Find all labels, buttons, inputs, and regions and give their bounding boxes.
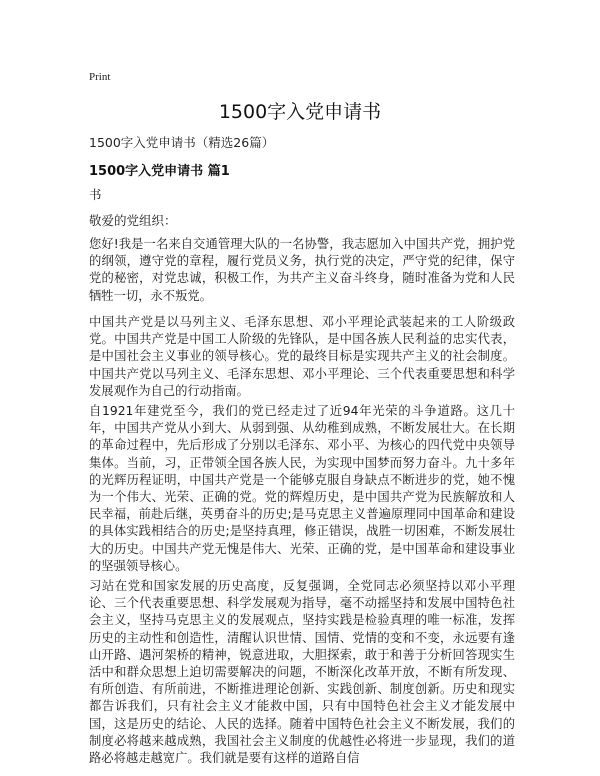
page-title: 1500字入党申请书 (218, 101, 382, 123)
section-heading: 1500字入党申请书 篇1 (89, 164, 230, 179)
paragraph-3: 自1921年建党至今，我们的党已经走过了近94年光荣的斗争道路。这几十年，中国共产党从小到大、从弱到强、从幼稚到成熟，不断发展壮大。在长期的革命过程中，先后形成了分别以毛泽东、邓小平、为核心的四代党中央领导集体。当前，习，正带领全国各族人民，为实现中国梦而努力奋斗。九十多年的光辉历程证明，中国共产党是一个能够克服自身缺点不断进步的党，她不愧为一个伟大、光荣、正确的党。党的辉煌历史，是中国共产党为民族解放和人民幸福，前赴后继，英勇奋斗的历史;是马克思主义普遍原理同中国革命和建设的具体实践相结合的历史;是坚持真理，修正错误，战胜一切困难，不断发展壮大的历史。中国共产党无愧是伟大、光荣、正确的党，是中国革命和建设事业的坚强领导核心。 (89, 404, 515, 573)
document-subtitle: 1500字入党申请书（精选26篇） (89, 135, 275, 150)
doc-word: 书 (89, 187, 102, 202)
salutation: 敬爱的党组织： (89, 213, 177, 228)
paragraph-1: 您好!我是一名来自交通管理大队的一名协警，我志愿加入中国共产党，拥护党的纲领，遵守党的章程，履行党员义务，执行党的决定，严守党的纪律，保守党的秘密，对党忠诚，积极工作，为共产主义奋斗终身，随时准备为党和人民牺牲一切，永不叛党。 (89, 237, 515, 303)
paragraph-4: 习站在党和国家发展的历史高度，反复强调，全党同志必须坚持以邓小平理论、三个代表重要思想、科学发展观为指导，毫不动摇坚持和发展中国特色社会主义，坚持马克思主义的发展观点，坚持实践是检验真理的唯一标准，发挥历史的主动性和创造性，清醒认识世情、国情、党情的变和不变，永远要有逢山开路、遇河架桥的精神，锐意进取，大胆探索，敢于和善于分析回答现实生活中和群众思想上迫切需要解决的问题，不断深化改革开放，不断有所发现、有所创造、有所前进，不断推进理论创新、实践创新、制度创新。历史和现实都告诉我们，只有社会主义才能救中国，只有中国特色社会主义才能发展中国，这是历史的结论、人民的选择。随着中国特色社会主义不断发展，我们的制度必将越来越成熟，我国社会主义制度的优越性必将进一步显现，我们的道路必将越走越宽广。我们就是要有这样的道路自信 (89, 579, 515, 766)
paragraph-2: 中国共产党是以马列主义、毛泽东思想、邓小平理论武装起来的工人阶级政党。中国共产党是中国工人阶级的先锋队，是中国各族人民利益的忠实代表，是中国社会主义事业的领导核心。党的最终目标是实现共产主义的社会制度。中国共产党以马列主义、毛泽东思想、邓小平理论、三个代表重要思想和科学发展观作为自己的行动指南。 (89, 315, 515, 398)
print-label[interactable]: Print (89, 71, 111, 83)
